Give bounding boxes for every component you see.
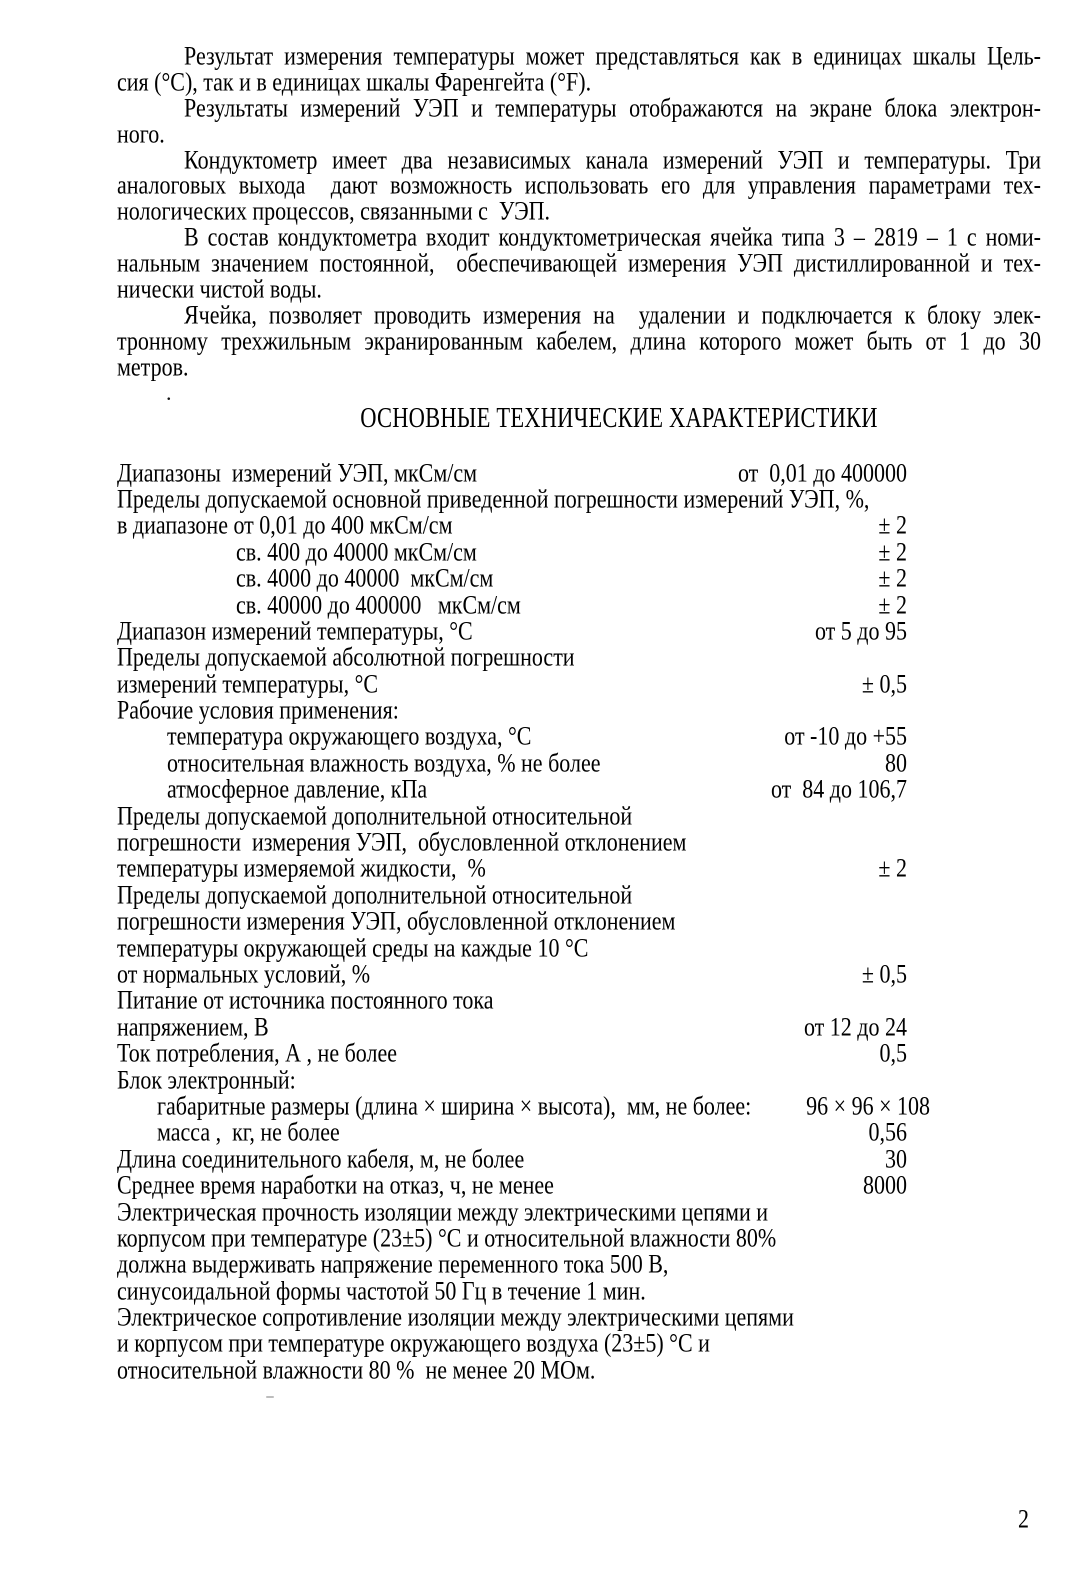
spec-value: от 84 до 106,7 [770, 773, 907, 804]
spec-value: ± 2 [878, 535, 907, 567]
spec-label: Диапазоны измерений УЭП, мкСм/см [117, 456, 478, 488]
text-column [117, 40, 1041, 1385]
paragraph [117, 143, 1041, 226]
paragraph-line: Кондуктометр имеет два независимых канала измерений УЭП и температуры. Три [184, 143, 1041, 175]
section-heading: ОСНОВНЫЕ ТЕХНИЧЕСКИЕ ХАРАКТЕРИСТИКИ [360, 401, 878, 433]
page-number: 2 [1018, 1503, 1029, 1534]
spec-label: погрешности измерения УЭП, обусловленной отклонением [117, 905, 676, 936]
paragraph [117, 40, 1041, 97]
spec-value: ± 2 [878, 509, 907, 540]
spec-value: ± 2 [878, 588, 907, 620]
paragraph [117, 221, 1041, 304]
spec-label: габаритные размеры (длина × ширина × высота), мм, не более: [157, 1090, 752, 1121]
spec-label: в диапазоне от 0,01 до 400 мкСм/см [117, 509, 453, 540]
paragraph-line: ного. [117, 117, 165, 149]
paragraph-line: Результаты измерений УЭП и температуры отображаются на экране блока электрон- [184, 91, 1041, 123]
paragraph-line: В состав кондуктометра входит кондуктометрическая ячейка типа 3 – 2819 – 1 с номи- [184, 221, 1041, 252]
spec-label: Пределы допускаемой абсолютной погрешности [117, 641, 575, 672]
paragraph-line: тронному трехжильным экранированным кабелем, длина которого может быть от 1 до 30 [117, 324, 1041, 356]
stray-dash-artifact [266, 1396, 274, 1398]
spec-value: ± 0,5 [861, 667, 907, 699]
spec-value: 0,56 [868, 1116, 907, 1147]
paragraph [117, 91, 1041, 149]
spec-value: ± 2 [878, 562, 907, 593]
spec-label: Ток потребления, А , не более [117, 1037, 397, 1068]
paragraph-line: Ячейка, позволяет проводить измерения на удалении и подключается к блоку элек- [184, 299, 1041, 330]
intro-paragraphs [117, 40, 1041, 382]
paragraph-line: сия (°С), так и в единицах шкалы Фаренгейта (°F). [117, 66, 592, 97]
spec-value: 96 × 96 × 108 [806, 1090, 930, 1121]
spec-label: температуры измеряемой жидкости, % [117, 852, 486, 884]
spec-label: Рабочие условия применения: [117, 694, 399, 725]
spec-row [117, 1354, 907, 1386]
paragraph-line: нически чистой воды. [117, 273, 322, 304]
spec-label: Пределы допускаемой дополнительной относительной [117, 878, 633, 910]
spec-label: атмосферное давление, кПа [167, 773, 428, 804]
spec-label: Среднее время наработки на отказ, ч, не менее [117, 1169, 554, 1200]
spec-value: 30 [885, 1142, 907, 1174]
spec-label: Блок электронный: [117, 1063, 296, 1095]
spec-label: Пределы допускаемой основной приведенной погрешности измерений УЭП, %, [117, 483, 870, 514]
spec-value: от 5 до 95 [814, 615, 907, 646]
spec-label: св. 4000 до 40000 мкСм/см [236, 562, 494, 593]
spec-value: 0,5 [879, 1037, 907, 1068]
paragraph-line: нальным значением постоянной, обеспечивающей измерения УЭП дистиллированной и тех- [117, 247, 1041, 278]
spec-label: Пределы допускаемой дополнительной относительной [117, 799, 633, 831]
spec-label: Электрическая прочность изоляции между электрическими цепями и [117, 1195, 768, 1227]
spec-value: 80 [885, 746, 907, 778]
spec-label: относительная влажность воздуха, % не более [167, 746, 601, 778]
spec-value: от 12 до 24 [803, 1010, 907, 1042]
spec-label: и корпусом при температуре окружающего воздуха (23±5) °С и [117, 1327, 710, 1359]
spec-label: температура окружающего воздуха, °С [167, 720, 532, 752]
paragraph-line: нологических процессов, связанными с УЭП. [117, 195, 551, 226]
spec-value: от 0,01 до 400000 [737, 456, 907, 488]
spec-label: Диапазон измерений температуры, °С [117, 615, 473, 646]
spec-label: корпусом при температуре (23±5) °С и относительной влажности 80% [117, 1222, 777, 1253]
spec-label: Питание от источника постоянного тока [117, 984, 494, 1015]
spec-label: напряжением, В [117, 1010, 269, 1042]
paragraph [117, 299, 1041, 382]
stray-dot-artifact: . [166, 380, 172, 405]
spec-label: св. 400 до 40000 мкСм/см [236, 535, 477, 567]
spec-label: относительной влажности 80 % не менее 20 МОм. [117, 1353, 596, 1385]
spec-label: св. 40000 до 400000 мкСм/см [236, 588, 521, 620]
spec-value: ± 2 [878, 852, 907, 884]
spec-label: масса , кг, не более [157, 1116, 340, 1147]
spec-label: должна выдерживать напряжение переменного тока 500 В, [117, 1248, 669, 1279]
paragraph-line: Результат измерения температуры может представляться как в единицах шкалы Цель- [184, 40, 1041, 71]
spec-value: ± 0,5 [861, 958, 907, 989]
spec-value: 8000 [863, 1169, 907, 1200]
spec-label: Электрическое сопротивление изоляции между электрическими цепями [117, 1301, 794, 1332]
spec-label: Длина соединительного кабеля, м, не более [117, 1142, 525, 1174]
spec-list [117, 456, 930, 1385]
spec-label: погрешности измерения УЭП, обусловленной отклонением [117, 826, 687, 857]
spec-label: измерений температуры, °С [117, 667, 379, 699]
paragraph-line: аналоговых выхода дают возможность использовать его для управления параметрами тех- [117, 169, 1041, 201]
spec-label: от нормальных условий, % [117, 958, 371, 989]
spec-label: синусоидальной формы частотой 50 Гц в течение 1 мин. [117, 1274, 646, 1306]
paragraph-line: метров. [117, 350, 189, 382]
spec-label: температуры окружающей среды на каждые 10 °С [117, 931, 589, 963]
spec-value: от -10 до +55 [784, 720, 907, 752]
